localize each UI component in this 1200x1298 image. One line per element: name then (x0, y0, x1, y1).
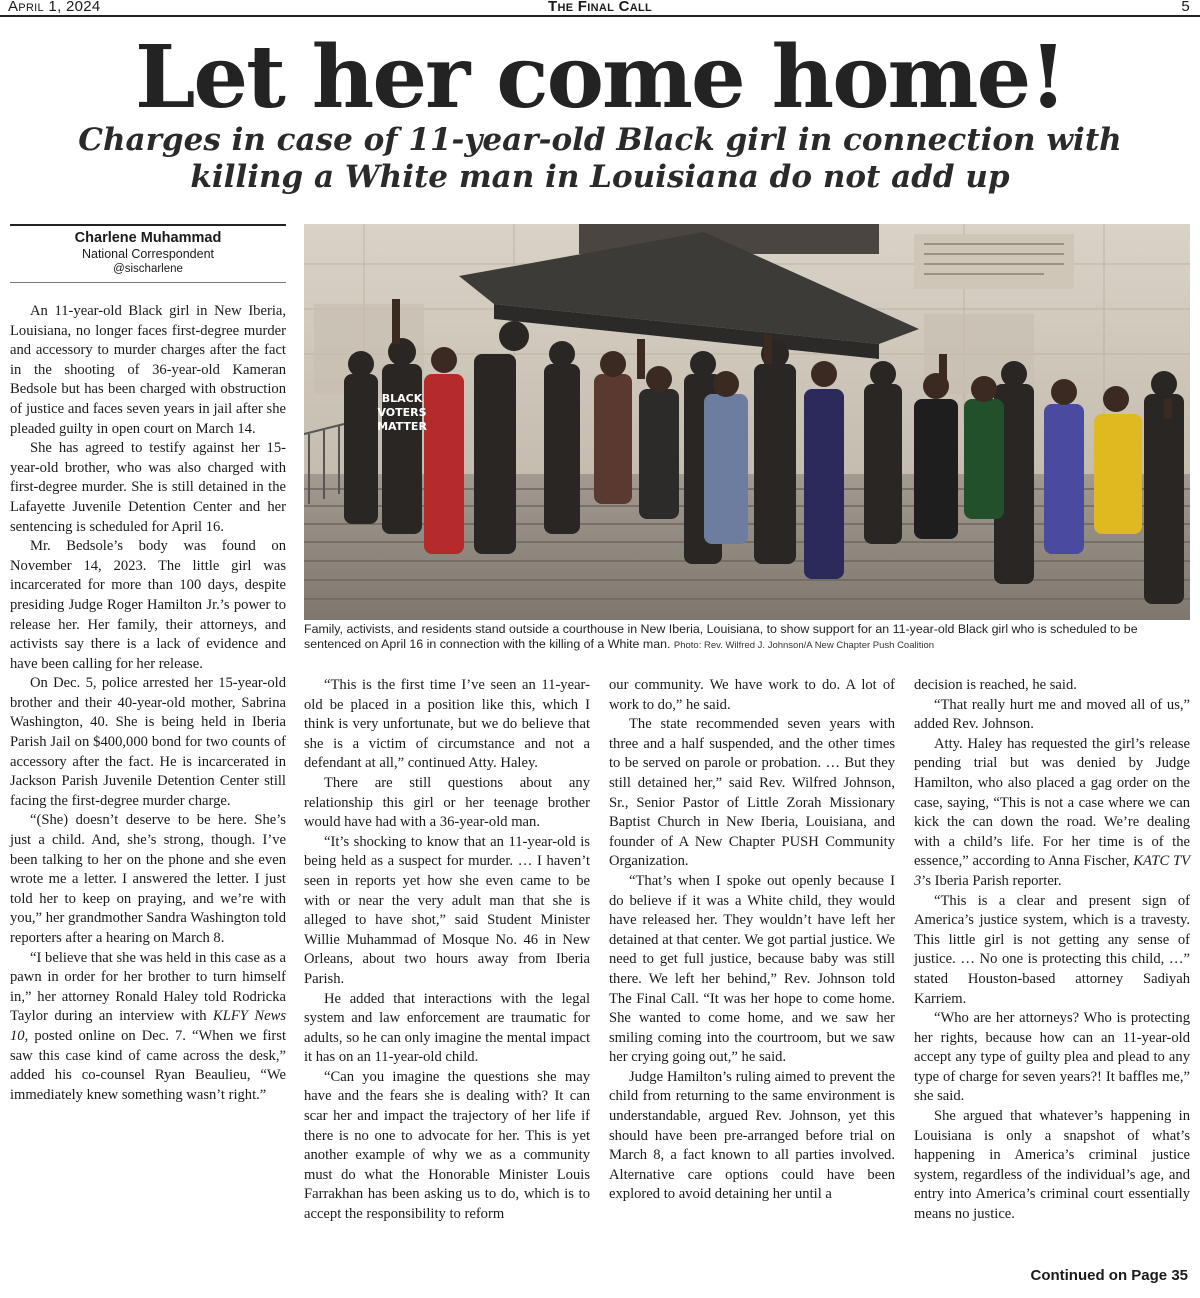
paragraph: “Who are her attorneys? Who is protecting her rights, because how can an 11-year-old accept any type of guilty plea and plead to any type of charge for seven years?! It baffles me,” she said. (914, 1010, 1190, 1105)
paragraph: She argued that whatever’s happening in Louisiana is only a snapshot of what’s happening in America’s criminal justice system, regardless of the individual’s age, and entry into America’s criminal court essentially means no justice. (914, 1108, 1190, 1223)
page-number: 5 (1181, 0, 1190, 15)
author-name: Charlene Muhammad (74, 230, 222, 246)
paragraph: decision is reached, he said. (914, 677, 1077, 693)
paragraph-text: ’s Iberia Parish reporter. (921, 872, 1062, 889)
article-column-4 (914, 676, 1190, 1225)
paragraph: “This is a clear and present sign of America’s justice system, which is a travesty. This little girl is not getting any sense of justice. … No one is protecting this child, …” stated Houston-based attorney Sadiyah Karriem. (914, 892, 1190, 1007)
article-column-3 (609, 676, 895, 1205)
deck-line-1: Charges in case of 11-year-old Black girl in connection with (78, 122, 1122, 158)
paragraph: Judge Hamilton’s ruling aimed to prevent the child from returning to the same environment is understandable, argued Rev. Johnson, yet this should have been pre-arranged before trial on March 8, a fact known to all parties involved. Alternative care options could have been explored to avoid detaining her until a (609, 1068, 895, 1203)
photo-credit: Photo: Rev. Wilfred J. Johnson/A New Chapter Push Coalition (673, 640, 935, 651)
masthead (0, 0, 1200, 17)
author-handle: @sischarlene (10, 262, 286, 283)
byline (10, 224, 286, 283)
paragraph-text: Atty. Haley has requested the girl’s release pending trial but was denied by Judge Hamilton, who also placed a gag order on the case, saying, “This is not a case where we can kick the can down the road. We’re dealing with a child’s life. For her time is of the essence,” according to Anna Fischer, (914, 735, 1190, 870)
paragraph: There are still questions about any relationship this girl or her teenage brother would have had with a 36-year-old man. (304, 774, 590, 831)
outlet-name: KLFY News 10, (10, 1008, 286, 1044)
paragraph: “That’s when I spoke out openly because I do believe if it was a White child, they would have released her. They wouldn’t have left her detained at that center. We got partial justice. We need to get full justice, because baby was still there. We left her behind,” Rev. Johnson told The Final Call. “It was her hope to come home. She wanted to come home, and we saw her smiling coming into the courtroom, but we saw her crying going out,” he said. (609, 872, 895, 1066)
paragraph: On Dec. 5, police arrested her 15-year-old brother and their 40-year-old mother, Sabrina Washington, 40. She is being held in Iberia Parish Jail on $400,000 bond for two counts of accessory after the fact. He is incarcerated in Jackson Parish Juvenile Detention Center still facing the first-degree murder charge. (10, 675, 286, 809)
paper-name: The Final Call (547, 0, 653, 15)
paragraph: Mr. Bedsole’s body was found on November 14, 2023. The little girl was incarcerated for more than 100 days, despite presiding Judge Roger Hamilton Jr.’s power to release her. Her family, their attorneys, and activists say there is a lack of evidence and have been calling for her release. (10, 538, 286, 672)
paragraph-text: posted online on Dec. 7. “When we first saw this case kind of came across the desk,” added his co-counsel Ryan Beaulieu, “We immediately knew something wasn’t right.” (10, 1027, 286, 1103)
paragraph (914, 735, 1190, 892)
rally-photo (304, 224, 1190, 620)
continued-link[interactable]: Continued on Page 35 (1030, 1267, 1188, 1284)
paragraph-text: “I believe that she was held in this case as a pawn in order for her brother to turn himself in,” her attorney Ronald Haley told Rodricka Taylor during an interview with (10, 949, 286, 1025)
shirt-text-3: MATTER (377, 420, 427, 433)
article-column-2 (304, 676, 590, 1225)
author-title: National Correspondent (81, 247, 215, 261)
paragraph (10, 949, 286, 1106)
paragraph: “(She) doesn’t deserve to be here. She’s just a child. And, she’s strong, though. I’ve been talking to her on the phone and she even wrote me a letter. I answered the letter. I just told her to keep on praying, and we’re with you,” her grandmother Sandra Washington told reporters after a hearing on March 8. (10, 812, 286, 946)
photo-illustration (304, 224, 1190, 620)
paragraph: She has agreed to testify against her 15-year-old brother, who was also charged with first-degree murder. She is still detained in the Lafayette Juvenile Detention Center and her sentencing is scheduled for April 16. (10, 440, 286, 535)
outlet-name: KATC TV 3 (914, 853, 1191, 889)
issue-date: April 1, 2024 (8, 0, 101, 15)
deck (60, 122, 1140, 196)
shirt-text-2: VOTERS (377, 406, 427, 419)
deck-line-2: killing a White man in Louisiana do not add up (190, 159, 1010, 195)
paragraph: An 11-year-old Black girl in New Iberia, Louisiana, no longer faces first-degree murder and accessory to murder charges after the fact in the shooting of 36-year-old Kameran Bedsole but has been charged with obstruction of justice and faces seven years in jail after she pleaded guilty in open court on March 14. (10, 303, 286, 437)
paragraph: The state recommended seven years with three and a half suspended, and the other times to be served on parole or probation. … But they still detained her,” said Rev. Wilfred Johnson, Sr., Senior Pastor of Little Zorah Missionary Baptist Church in New Iberia, Louisiana, and founder of A New Chapter PUSH Community Organization. (609, 716, 895, 870)
caption-text: Family, activists, and residents stand outside a courthouse in New Iberia, Louisiana, to show support for an 11-year-old Black girl who is scheduled to be sentenced on April 16 in connection with the killing of a White man. (304, 622, 1138, 651)
photo-caption (304, 622, 1190, 653)
shirt-text-1: BLACK (381, 392, 423, 405)
paragraph: “This is the first time I’ve seen an 11-year-old be placed in a position like this, which I think is very unfortunate, but we do believe that she is a victim of circumstance and not a defendant at all,” continued Atty. Haley. (304, 677, 590, 772)
headline: Let her come home! (134, 27, 1066, 128)
paragraph: He added that interactions with the legal system and law enforcement are traumatic for adults, so he can only imagine the mental impact it has on an 11-year-old child. (304, 990, 590, 1066)
paragraph: “That really hurt me and moved all of us,” added Rev. Johnson. (914, 696, 1190, 733)
paragraph: “It’s shocking to know that an 11-year-old is being held as a suspect for murder. … I haven’t seen in reports yet how she even came to be with or near the very adult man that she is alleged to have shot,” said Student Minister Willie Muhammad of Mosque No. 46 in New Orleans, about two hours away from Iberia Parish. (304, 833, 590, 987)
paragraph: “Can you imagine the questions she may have and the fears she is dealing with? It can scar her and impact the trajectory of her life if there is no one to advocate for her. This is yet another example of why we as a community must do what the Honorable Minister Louis Farrakhan has been asking us to do, which is to accept the responsibility to reform (304, 1068, 590, 1223)
article-column-1 (10, 302, 286, 1105)
paragraph: our community. We have work to do. A lot of work to do,” he said. (609, 677, 895, 713)
